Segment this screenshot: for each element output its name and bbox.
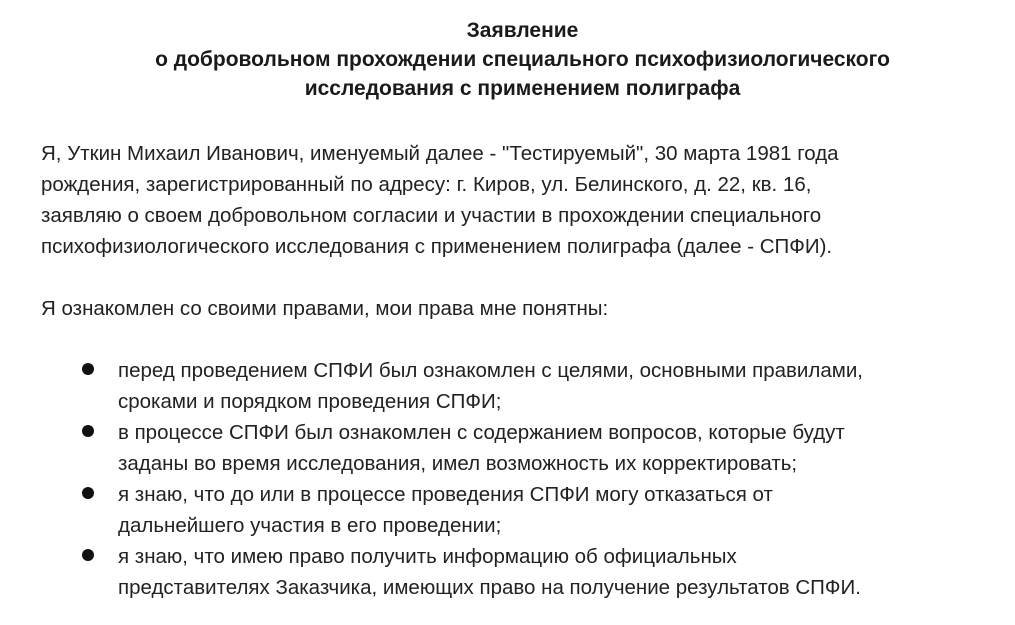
title-line: о добровольном прохождении специального психофизиологического: [155, 48, 890, 71]
paragraph-line: Я ознакомлен со своими правами, мои права мне понятны:: [41, 297, 609, 320]
list-item-line: заданы во время исследования, имел возможность их корректировать;: [118, 452, 798, 475]
list-item: [0, 417, 1015, 479]
title-line: Заявление: [466, 19, 579, 42]
list-item: [0, 541, 1015, 603]
paragraph-line: рождения, зарегистрированный по адресу: г. Киров, ул. Белинского, д. 22, кв. 16,: [41, 173, 812, 196]
rights-intro-paragraph: [41, 293, 1001, 324]
list-item-line: представителях Заказчика, имеющих право на получение результатов СПФИ.: [118, 576, 861, 599]
list-item: [0, 355, 1015, 417]
list-item-line: я знаю, что до или в процессе проведения СПФИ могу отказаться от: [118, 483, 773, 506]
bullet-icon: [82, 363, 94, 375]
list-item-line: я знаю, что имею право получить информацию об официальных: [118, 545, 737, 568]
list-item-line: дальнейшего участия в его проведении;: [118, 514, 502, 537]
list-item-line: в процессе СПФИ был ознакомлен с содержанием вопросов, которые будут: [118, 421, 845, 444]
rights-list: [0, 355, 1015, 603]
document-title: [0, 16, 1015, 103]
paragraph-line: Я, Уткин Михаил Иванович, именуемый далее - "Тестируемый", 30 марта 1981 года: [41, 142, 839, 165]
list-item: [0, 479, 1015, 541]
list-item-line: сроками и порядком проведения СПФИ;: [118, 390, 502, 413]
statement-paragraph: [41, 138, 1001, 262]
bullet-icon: [82, 487, 94, 499]
paragraph-line: психофизиологического исследования с применением полиграфа (далее - СПФИ).: [41, 235, 833, 258]
bullet-icon: [82, 425, 94, 437]
list-item-line: перед проведением СПФИ был ознакомлен с целями, основными правилами,: [118, 359, 863, 382]
paragraph-line: заявляю о своем добровольном согласии и участии в прохождении специального: [41, 204, 822, 227]
title-line: исследования с применением полиграфа: [304, 77, 741, 100]
bullet-icon: [82, 549, 94, 561]
